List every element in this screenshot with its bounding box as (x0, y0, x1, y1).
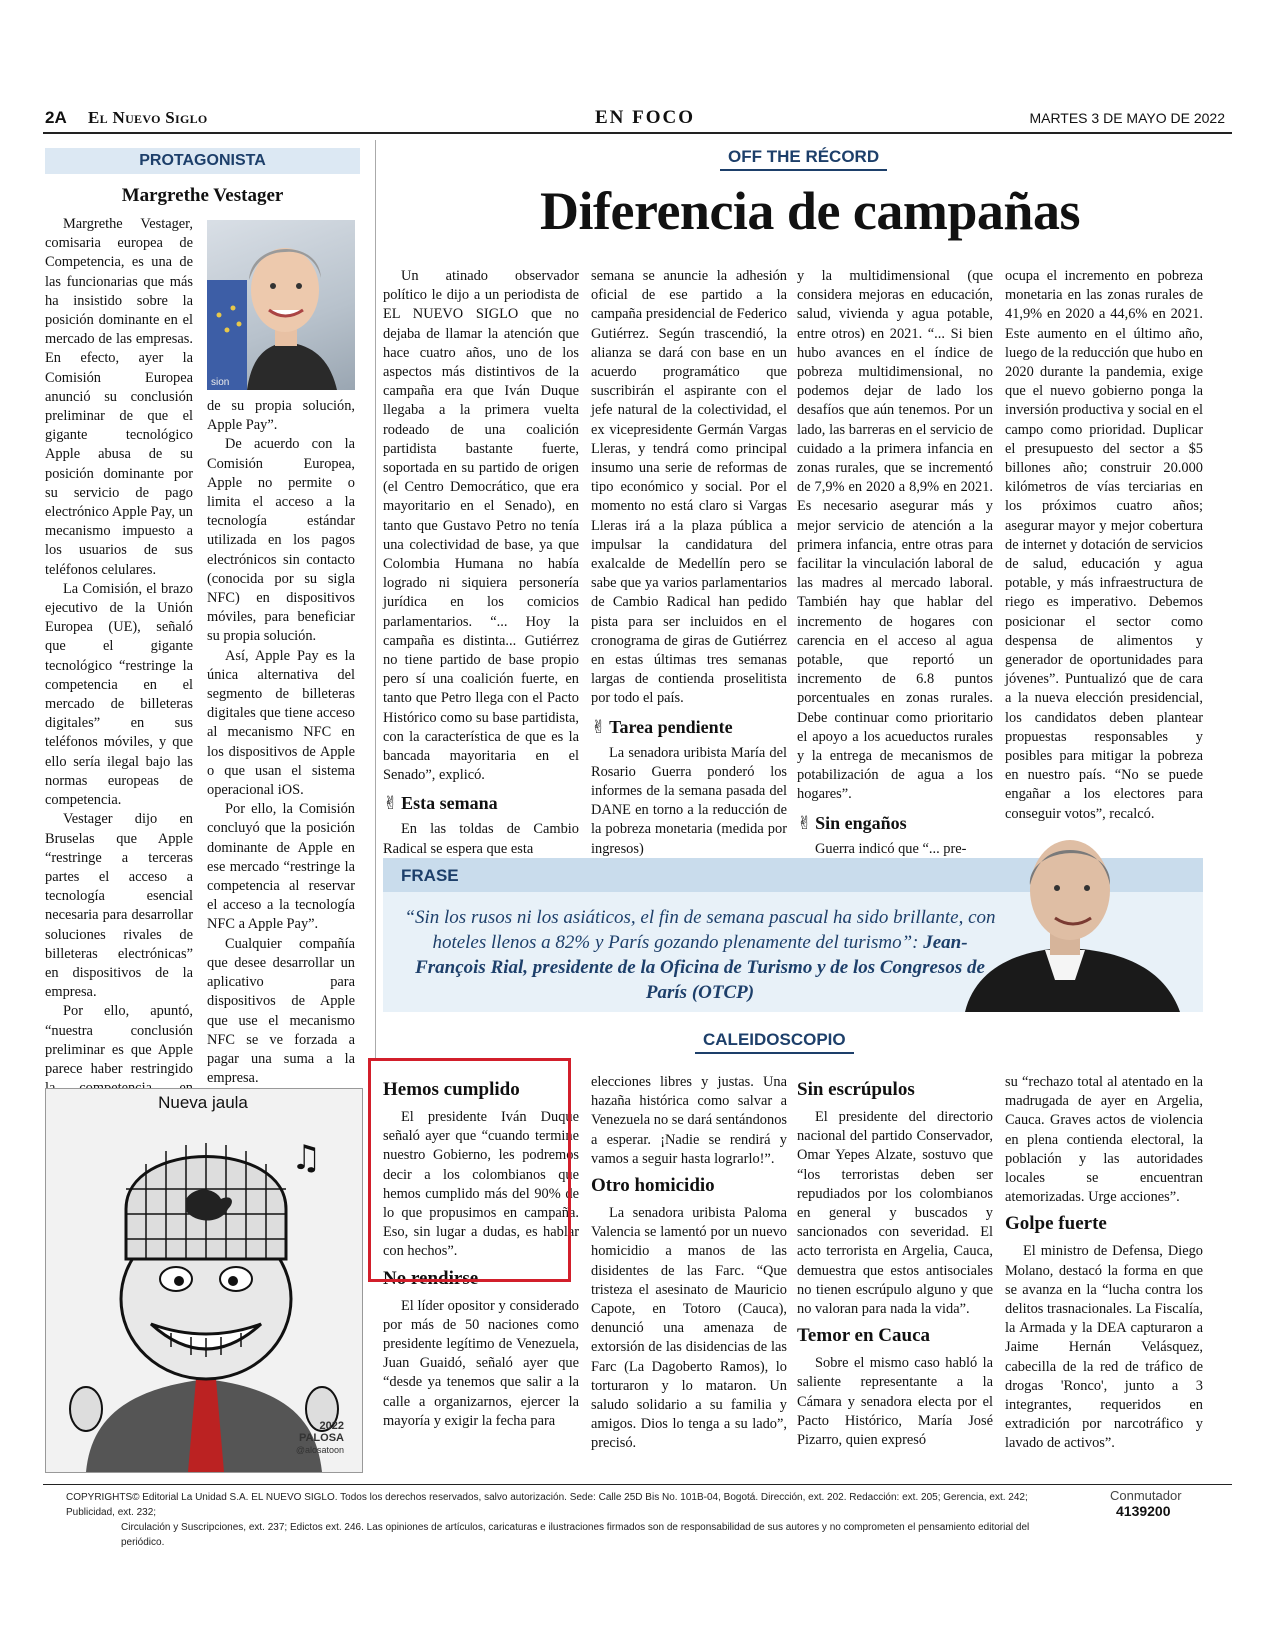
paragraph: Sobre el mismo caso habló la saliente representante a la Cámara y senadora electa por el Pacto Histórico, María José Pizarro, quien expresó (797, 1355, 993, 1449)
conmutador-number: 4139200 (1116, 1503, 1171, 1519)
paragraph: Así, Apple Pay es la única alternativa del segmento de billeteras digitales que tiene acceso al mecanismo NFC en los dispositivos de Apple o que usan el sistema operacional iOS. (207, 647, 355, 799)
protagonista-name: Margrethe Vestager (121, 185, 284, 206)
paragraph: Por ello, la Comisión concluyó que la posición dominante de Apple en ese mercado “restringe la competencia al reservar el acceso a la tecnología NFC a Apple Pay”. (207, 801, 355, 933)
caleidoscopio-column-4 (1005, 1073, 1203, 1483)
subhead-text: Temor en Cauca (797, 1325, 930, 1347)
paragraph: Margrethe Vestager, comisaria europea de Competencia, es una de las funcionarias que más ha insistido sobre la posición dominante en el mercado de las empresas. En efecto, ayer la Comisión Europea anunció su conclusión preliminar de que el gigante tecnológico Apple abusa de su posición dominante por su servicio de pago electrónico Apple Pay, un mecanismo impuesto a los usuarios de sus teléfonos celulares. (45, 216, 193, 578)
main-headline: Diferencia de campañas (540, 181, 1080, 241)
subhead-text: Golpe fuerte (1005, 1213, 1107, 1235)
footer-rule (43, 1484, 1232, 1485)
caleidoscopio-column-2 (591, 1073, 787, 1483)
off-the-record-column-1 (383, 267, 579, 857)
vestager-photo (207, 220, 355, 390)
paragraph: La senadora uribista Paloma Valencia se lamentó por un nuevo homicidio a manos de las disidentes de las Farc. “Que tristeza el asesinato de Mauricio Capote, en Totoro (Cauca), denunció una amenaza de extorsión de las disidencias de las Farc (La Dagoberto Ramos), lo torturaron y lo mataron. Un saludo solidario a su familia y amigos. Dios lo tenga a su lado”, precisó. (591, 1205, 787, 1452)
protagonista-label: PROTAGONISTA (45, 148, 360, 174)
paragraph: Vestager dijo en Bruselas que Apple “restringe a terceras partes el acceso a tecnología esencial necesaria para desarrollar soluciones rivales de billeteras electrónicas” en dispositivos de la empresa. (45, 811, 193, 1001)
footer-copyright (66, 1490, 1066, 1550)
portrait-illustration (207, 220, 355, 390)
page-number: 2A (45, 108, 67, 127)
off-the-record-column-4 (1005, 267, 1203, 822)
paragraph: elecciones libres y justas. Una hazaña histórica como salvar a Venezuela no se dará sentándonos a esperar. ¡Nadie se rendirá y vamos a seguir hasta lograrlo!”. (591, 1074, 787, 1167)
pen-hand-icon: ✌ (797, 812, 813, 834)
subhead-text: Tarea pendiente (609, 716, 733, 737)
paragraph: de su propia solución, Apple Pay”. (207, 398, 355, 434)
paragraph: semana se anuncie la adhesión oficial de ese partido a la campaña presidencial de Federico Gutiérrez. Según trascendió, la alianza se dará con base en un acuerdo programático que suscribirán el aspirante con el jefe natural de la colectividad, el ex vicepresidente Germán Vargas Lleras, y tendrá como principal insumo una serie de reformas de tipo económico y social. Por el momento no está claro si Vargas Lleras irá a la plaza pública a impulsar la candidatura del exalcalde de Medellín pero se sabe que ya varios parlamentarios de Cambio Radical han pedido pista para ser incluidos en el cronograma de giras de Gutiérrez en estas últimas tres semanas largas de contienda proselitista por todo el país. (591, 268, 787, 707)
protagonista-column-1 (45, 215, 193, 1077)
paragraph: Un atinado observador político le dijo a un periodista de EL NUEVO SIGLO que no dejaba de llamar la atención que hace cuatro años, uno de los aspectos más distintivos de la campaña era que Iván Duque llegaba a la primera vuelta rodeado de una coalición partidista bastante fuerte, soportada en su partido de origen (el Centro Democrático, que era mayoritario en el Senado), en tanto que Gustavo Petro no tenía una colectividad de base, ya que Colombia Humana no había logrado ni siquiera personería jurídica en los comicios parlamentarios. “... Hoy la campaña es distinta... Gutiérrez no tiene partido de base propio pero sí una coalición fuerte, en tanto que Petro llega con el Pacto Histórico como su base partidista, con la característica de que es la bancada mayoritaria en el Senado”, explicó. (383, 268, 579, 784)
off-the-record-label: OFF THE RÉCORD (720, 147, 887, 171)
section-title: EN FOCO (595, 107, 696, 128)
svg-text:♫: ♫ (291, 1138, 322, 1178)
column-divider (375, 140, 376, 1058)
paragraph: y la multidimensional (que considera mejoras en educación, salud, vivienda y agua potable, entre otros) en 2021. “... Si bien hubo avances en el índice de pobreza multidimensional, no podemos dejar de lado los desafíos que aún tenemos. Por un lado, las barreras en el servicio de cuidado a la primera infancia en zonas rurales, que se incrementó de 7,9% en 2020 a 8,9% en 2021. Es necesario asegurar más y mejor servicio de atención a la primera infancia, entre otras para facilitar la vinculación laboral de las madres al mercado laboral. También hay que hablar del incremento de hogares con carencia en el acceso al agua potable, que reportó un incremento de 6.8 puntos porcentuales en zonas rurales. Debe continuar como prioritario el apoyo a los acueductos rurales y la entrega de mecanismos de potabilización de agua a los hogares”. (797, 268, 993, 803)
paragraph: La senadora uribista María del Rosario Guerra ponderó los informes de la semana pasada del DANE en torno a la reducción de la pobreza monetaria (medida por ingresos) (591, 744, 787, 857)
cartoon-title: Nueva jaula (158, 1093, 248, 1112)
footer-line-1: COPYRIGHTS© Editorial La Unidad S.A. EL NUEVO SIGLO. Todos los derechos reservados, salvo autorización. Sede: Calle 25D Bis No. 101B-04, Bogotá. Dirección, ext. 202. Redacción: ext. 205; Gerencia, ext. 242; Publicidad, ext. 232; (66, 1492, 1028, 1518)
subhead-text: Esta semana (401, 793, 498, 814)
subhead-text: Otro homicidio (591, 1175, 715, 1197)
paragraph: ocupa el incremento en pobreza monetaria en las zonas rurales de 41,9% en 2020 a 44,6% en 2021. Este aumento en el último año, luego de la reducción que hubo en 2020 durante la pandemia, exige que el nuevo gobierno ponga la inversión productiva y social en el campo como prioridad. Duplicar el presupuesto del sector a $5 billones año; construir 20.000 kilómetros de vías terciarias en los próximos cuatro años; asegurar mayor y mejor cobertura de internet y dotación de servicios de salud, educación y agua potable, y más infraestructura de riego es imperativo. Debemos posicionar el sector como despensa de alimentos y generador de oportunidades para jóvenes”. Puntualizó que de cara a la nueva elección presidencial, los candidatos deben plantear propuestas responsables y posibles para mitigar la pobreza en nuestro país. “No se puede engañar a los electores para conseguir votos”, recalcó. (1005, 268, 1203, 822)
off-the-record-column-2 (591, 267, 787, 857)
cartoon (45, 1088, 363, 1473)
paragraph: El líder opositor y considerado por más de 50 naciones como presidente legítimo de Venezuela, Juan Guaidó, señaló ayer que “desde ya tenemos que salir a la calle a organizarnos, ejercer la mayoría y exigir la fecha para (383, 1297, 579, 1429)
section-subhead (591, 715, 787, 740)
paragraph: De acuerdo con la Comisión Europea, Apple no permite o limita el acceso a la tecnología estándar utilizada en los pagos electrónicos sin contacto (conocida por su sigla NFC) en dispositivos móviles, para beneficiar su propia solución. (207, 436, 355, 645)
paragraph: En las toldas de Cambio Radical se espera que esta (383, 821, 579, 857)
quote-attribution: Jean-François Rial, presidente de la Oficina de Turismo y de los Congresos de París (OTCP) (415, 932, 985, 1003)
cartoon-signature (296, 1420, 344, 1456)
frase-quote (400, 905, 1000, 1005)
off-the-record-column-3 (797, 267, 993, 857)
quote-text: “Sin los rusos ni los asiáticos, el fin de semana pascual ha sido brillante, con hoteles llenos a 82% y París gozando plenamente del turismo”: (404, 907, 996, 953)
masthead: El Nuevo Siglo (88, 108, 208, 127)
paragraph: Guerra indicó que “... pre- (815, 840, 967, 857)
rial-photo (955, 830, 1185, 1012)
section-subhead (797, 1077, 993, 1102)
paragraph: El ministro de Defensa, Diego Molano, destacó la forma en que se avanza en la “lucha contra los delitos trasnacionales. La Fiscalía, la Armada y la DEA capturaron a Jaime Hernán Velásquez, cabecilla de la red de tráfico de drogas 'Ronco', junto a 3 integrantes, requeridos en extradición por narcotráfico y lavado de activos”. (1005, 1243, 1203, 1452)
section-subhead (591, 1173, 787, 1198)
pen-hand-icon: ✌ (591, 716, 607, 738)
subhead-text: Sin engaños (815, 812, 907, 833)
section-subhead (383, 791, 579, 816)
subhead-text: Sin escrúpulos (797, 1079, 915, 1100)
conmutador-label: Conmutador (1110, 1488, 1182, 1503)
frase-label: FRASE (401, 866, 459, 885)
pen-hand-icon: ✌ (383, 793, 399, 815)
cartoon-illustration (46, 1089, 362, 1472)
caleidoscopio-column-3 (797, 1073, 993, 1483)
cartoon-handle: @alosatoon (295, 1445, 344, 1455)
rial-portrait (955, 830, 1185, 1012)
subhead-text: No rendirse (383, 1267, 479, 1289)
paragraph: Cualquier compañía que desee desarrollar un aplicativo para dispositivos de Apple que use el mecanismo NFC se ve forzada a pagar una suma a la empresa. (207, 935, 355, 1087)
highlight-box (368, 1058, 571, 1282)
photo-caption: sion (211, 377, 230, 388)
paragraph: su “rechazo total al atentado en la madrugada de ayer en Argelia, Cauca. Graves actos de violencia en plena contienda electoral, la población y las autoridades locales se encuentran atemorizadas. Urge acciones”. (1005, 1074, 1203, 1206)
paragraph: La Comisión, el brazo ejecutivo de la Unión Europea (UE), señaló que el gigante tecnológico “restringe la competencia en el mercado de billeteras digitales” en sus teléfonos móviles, y que ello sería ilegal bajo las normas europeas de competencia. (45, 580, 193, 809)
header-rule (43, 132, 1232, 134)
section-subhead (797, 1323, 993, 1348)
protagonista-column-2 (207, 397, 355, 1087)
caleidoscopio-label: CALEIDOSCOPIO (695, 1030, 854, 1054)
paragraph: El presidente del directorio nacional del partido Conservador, Omar Yepes Alzate, sostuvo que “los terroristas deben ser repudiados por los colombianos en general y buscados y sancionados con severidad. El acto terrorista en Argelia, Cauca, demuestra que estos antisociales no tienen escrúpulo alguno y que no valoran para nada la vida”. (797, 1109, 993, 1318)
section-subhead (1005, 1211, 1203, 1236)
footer-line-2: Circulación y Suscripciones, ext. 237; Edictos ext. 246. Las opiniones de artículos, caricaturas e ilustraciones firmados son de responsabilidad de sus autores y no comprometen el pensamiento editorial del periódico. (121, 1522, 1030, 1548)
cartoon-year: 2022 (319, 1420, 344, 1432)
paragraph: El presidente Iván Duque señaló ayer que “cuando termine nuestro Gobierno, les podremos decir a los colombianos que hemos cumplido más del 90% de lo que propusimos en campaña. Eso, sin lugar a dudas, es hablar con hechos”. (383, 1109, 579, 1260)
cartoon-author: PALOSA (298, 1432, 344, 1444)
issue-date: MARTES 3 DE MAYO DE 2022 (1029, 110, 1225, 126)
paragraph: Por ello, apuntó, “nuestra conclusión preliminar es que Apple parece haber restringido (45, 1003, 193, 1077)
subhead-text: Hemos cumplido (383, 1079, 520, 1100)
